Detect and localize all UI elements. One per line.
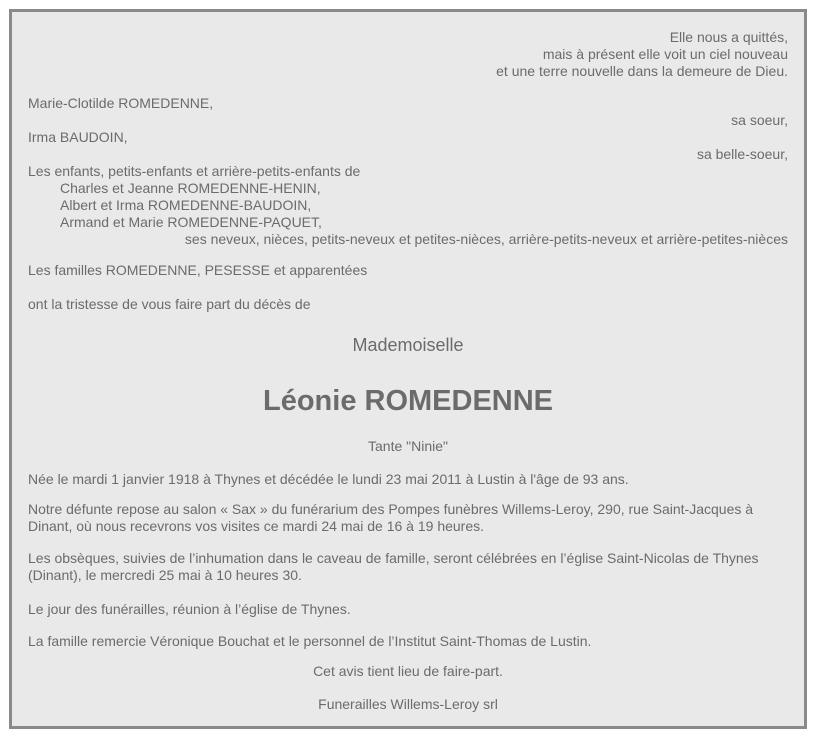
funeral-paragraph: Les obsèques, suivies de l’inhumation dans le caveau de famille, seront célébrées en l’église Saint-Nicolas de Thynes (Dinant), le mercredi 25 mai à 10 heures 30. xyxy=(28,550,759,583)
families-line: Les familles ROMEDENNE, PESESSE et apparentées xyxy=(28,262,368,278)
deceased-nickname: Tante "Ninie" xyxy=(368,438,448,454)
sister-relation: sa soeur, xyxy=(731,112,788,128)
visitation-paragraph: Notre défunte repose au salon « Sax » du funérarium des Pompes funèbres Willems-Leroy, 290, rue Saint-Jacques à Dinant, où nous recevrons vos visites ce mardi 24 mai de 16 à 19 heures. xyxy=(28,501,754,534)
couple-line: Charles et Jeanne ROMEDENNE-HENIN, xyxy=(60,180,321,196)
deceased-name: Léonie ROMEDENNE xyxy=(262,385,554,417)
notice-line: Cet avis tient lieu de faire-part. xyxy=(313,663,503,679)
epigraph-line-1: Elle nous a quittés, xyxy=(669,29,788,45)
epigraph-line-2: mais à présent elle voit un ciel nouveau xyxy=(542,46,788,62)
obituary-content xyxy=(28,12,788,726)
thanks-paragraph: La famille remercie Véronique Bouchat et le personnel de l’Institut Saint-Thomas de Lustin. xyxy=(28,633,592,649)
sister-name: Marie-Clotilde ROMEDENNE, xyxy=(28,95,214,111)
nephews-line: ses neveux, nièces, petits-neveux et petites-nièces, arrière-petits-neveux et arrière-petites-nièces xyxy=(184,231,788,247)
announcement-line: ont la tristesse de vous faire part du décès de xyxy=(28,296,311,312)
epigraph-line-3: et une terre nouvelle dans la demeure de Dieu. xyxy=(496,63,788,79)
children-intro: Les enfants, petits-enfants et arrière-petits-enfants de xyxy=(28,163,361,179)
gathering-paragraph: Le jour des funérailles, réunion à l’église de Thynes. xyxy=(28,601,351,617)
sister-in-law-relation: sa belle-soeur, xyxy=(696,146,788,162)
deceased-title: Mademoiselle xyxy=(352,335,464,355)
birth-death-paragraph: Née le mardi 1 janvier 1918 à Thynes et décédée le lundi 23 mai 2011 à Lustin à l'âge de 93 ans. xyxy=(28,471,629,487)
company-line: Funerailles Willems-Leroy srl xyxy=(318,696,498,712)
obituary-card xyxy=(9,9,807,729)
couple-line: Armand et Marie ROMEDENNE-PAQUET, xyxy=(60,214,322,230)
sister-in-law-name: Irma BAUDOIN, xyxy=(28,129,128,145)
couple-line: Albert et Irma ROMEDENNE-BAUDOIN, xyxy=(60,197,312,213)
